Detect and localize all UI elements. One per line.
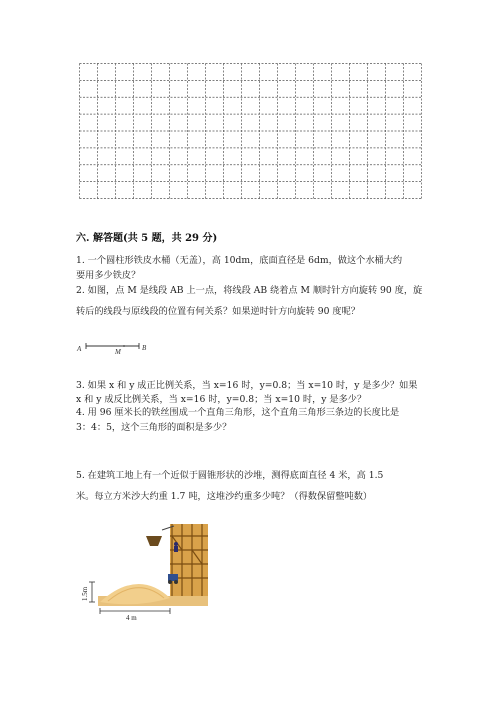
label-m: M [115,348,121,356]
question-2-line-1: 2. 如图，点 M 是线段 AB 上一点，将线段 AB 绕着点 M 顺时针方向旋转 90 度，旋 [76,285,423,296]
label-b: B [142,344,147,352]
question-5-line-2: 米。每立方米沙大约重 1.7 吨，这堆沙约重多少吨？（得数保留整吨数） [76,491,373,502]
question-3-line-2: x 和 y 成反比例关系，当 x=16 时，y=0.8；当 x=10 时，y 是多少？ [76,394,367,405]
base-label: 4 m [126,614,137,622]
section-title: 六. 解答题(共 5 题，共 29 分) [76,233,218,244]
label-a: A [77,345,82,353]
point-m [123,345,125,347]
cart [168,574,178,581]
question-1-line-2: 要用多少铁皮？ [76,270,141,281]
drawing-grid [79,63,422,199]
question-4-line-1: 4. 用 96 厘米长的铁丝围成一个直角三角形，这个直角三角形三条边的长度比是 [76,407,400,418]
question-3-line-1: 3. 如果 x 和 y 成正比例关系，当 x=16 时，y=0.8；当 x=10 时，y 是多少？如果 [76,380,418,391]
height-label: 1.5m [81,586,89,601]
question-1-line-1: 1. 一个圆柱形铁皮水桶（无盖），高 10dm，底面直径是 6dm，做这个水桶大约 [76,255,403,266]
question-4-line-2: 3：4：5，这个三角形的面积是多少？ [76,422,232,433]
crane-bucket [146,536,162,546]
question-5-line-1: 5. 在建筑工地上有一个近似于圆锥形状的沙堆，测得底面直径 4 米，高 1.5 [76,470,384,481]
sand-pile-illustration [78,522,208,622]
segment-ab-figure [76,340,156,356]
question-2-line-2: 转后的线段与原线段的位置有何关系？如果逆时针方向旋转 90 度呢？ [76,306,360,317]
